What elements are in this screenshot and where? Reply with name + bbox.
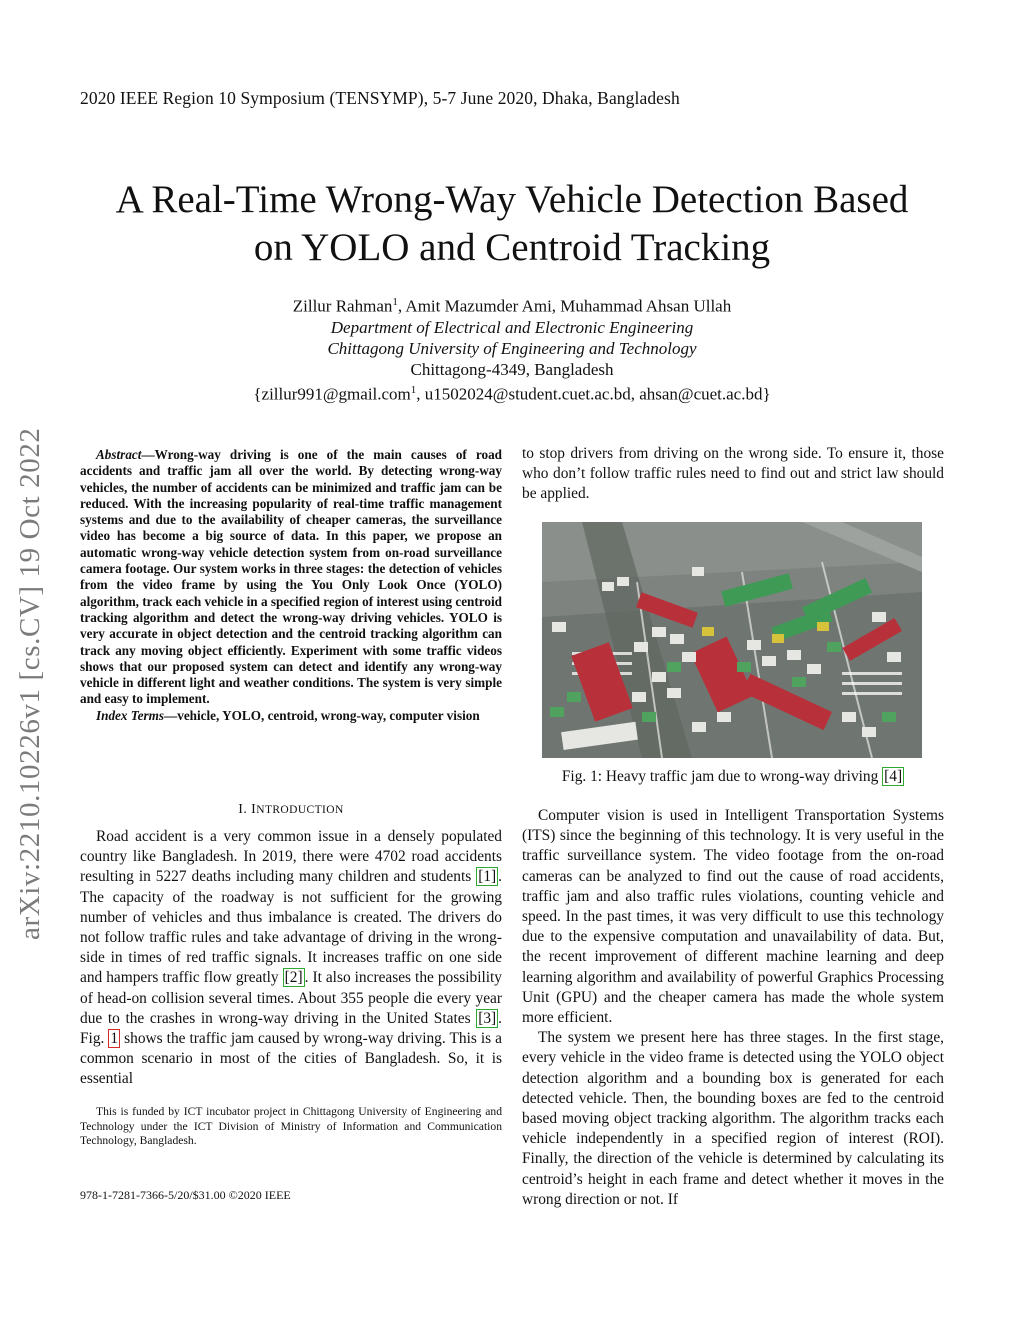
- arxiv-identifier: arXiv:2210.10226v1 [cs.CV] 19 Oct 2022: [14, 427, 46, 940]
- traffic-jam-illustration: [542, 522, 922, 758]
- citation-link[interactable]: [2]: [284, 969, 303, 987]
- conference-header: 2020 IEEE Region 10 Symposium (TENSYMP), 5-7 June 2020, Dhaka, Bangladesh: [80, 88, 680, 108]
- index-terms-label: Index Terms: [96, 707, 165, 723]
- abstract-text: —Wrong-way driving is one of the main causes of road accidents and traffic jam all over the world. By detecting wrong-way vehicles, the number of accidents can be minimized and traffic jam can be reduced. With the increasing popularity of real-time traffic management systems and due to the availability of cheaper cameras, the surveillance video has become a big source of data. In this paper, we propose an automatic wrong-way vehicle detection system from on-road surveillance camera footage. Our system works in three stages: the detection of vehicles from the video frame by using the You Only Look Once (YOLO) algorithm, track each vehicle in a specified region of interest using centroid tracking algorithm and detect the wrong-way driving vehicles. YOLO is very accurate in object detection and the centroid tracking algorithm can track any moving object efficiently. Experiment with some traffic videos shows that our proposed system can detect and identify any wrong-way vehicle in different light and weather conditions. The system is very simple and easy to implement.: [80, 447, 502, 707]
- figure-reference-link[interactable]: 1: [110, 1030, 119, 1048]
- introduction-paragraphs-right: [522, 806, 944, 1210]
- introduction-paragraph-1: Road accident is a very common issue in a densely populated country like Bangladesh. In 2019, there were 4702 road accidents resulting in 5227 deaths including many children and students [1] . The capacity of the roadway is not sufficient for the growing number of vehicles and thus imbalance is created. The drivers do not follow traffic rules and take advantage of driving in the wrong-side in times of red traffic signals. It increases traffic on one side and hampers traffic flow greatly [2] . It also increases the possibility of head-on collision several times. About 355 people die every year due to the crashes in wrong-way driving in the United States [3] . Fig. 1 shows the traffic jam caused by wrong-way driving. This is a common scenario in most of the cities of Bangladesh. So, it is essential: [80, 828, 503, 1088]
- citation-link[interactable]: [4]: [884, 768, 903, 785]
- author-department: Department of Electrical and Electronic Engineering: [330, 317, 694, 337]
- funding-footnote: This is funded by ICT incubator project in Chittagong University of Engineering and Technology under the ICT Division of Ministry of Information and Communication Technology, Bangladesh.: [80, 1105, 502, 1147]
- citation-link[interactable]: [3]: [478, 1009, 497, 1027]
- author-university: Chittagong University of Engineering and Technology: [327, 338, 697, 358]
- author-names: Zillur Rahman$^1$, Amit Mazumder Ami, Muhammad Ahsan Ullah: [292, 296, 732, 316]
- introduction-paragraph-3: The system we present here has three stages. In the first stage, every vehicle in the video frame is detected using the YOLO object detection algorithm and a bounding box is generated for each detected vehicle. Then, the bounding boxes are fed to the centroid based moving object tracking algorithm. The algorithm tracks each vehicle independently in a specified region of interest (ROI). Finally, the direction of the vehicle is determined by calculating its centroid’s height in each frame and detect whether it moves in the wrong direction or not. If: [522, 1029, 944, 1208]
- author-block: [60, 292, 964, 404]
- figure-caption: Fig. 1: Heavy traffic jam due to wrong-way driving [4]: [561, 768, 903, 785]
- title-line-1: A Real-Time Wrong-Way Vehicle Detection Based: [115, 178, 909, 221]
- paper-title: [60, 176, 964, 272]
- abstract: [80, 447, 502, 724]
- isbn-copyright: 978-1-7281-7366-5/20/$31.00 ©2020 IEEE: [80, 1188, 291, 1202]
- introduction-paragraph-2: Computer vision is used in Intelligent Transportation Systems (ITS) since the beginning of this technology. It is very useful in the traffic surveillance system. The video footage from the on-road cameras can be analyzed to find out the cause of road accidents, traffic jam and also traffic rules violations, counting vehicle and speed. In the past times, it was very difficult to use this technology due to the expensive computation and unavailability of data. But, the recent improvement of different machine learning and deep learning algorithm and availability of powerful Graphics Processing Unit (GPU) and the cheaper camera has made the whole system more efficient.: [522, 807, 944, 1027]
- section-heading-introduction: I. INTRODUCTION: [238, 802, 344, 817]
- citation-link[interactable]: [1]: [478, 868, 497, 886]
- author-emails: {zillur991@gmail.com$^1$, u1502024@student.cuet.ac.bd, ahsan@cuet.ac.bd}: [253, 383, 771, 404]
- title-line-2: on YOLO and Centroid Tracking: [253, 226, 771, 269]
- author-address: Chittagong-4349, Bangladesh: [410, 359, 614, 379]
- index-terms-text: —vehicle, YOLO, centroid, wrong-way, computer vision: [164, 707, 480, 723]
- figure-traffic-jam-photo: [542, 522, 922, 758]
- introduction-paragraph-1-continued: to stop drivers from driving on the wrong side. To ensure it, those who don’t follow traffic rules need to find out and strict law should be applied.: [522, 445, 944, 503]
- abstract-label: Abstract: [96, 447, 142, 462]
